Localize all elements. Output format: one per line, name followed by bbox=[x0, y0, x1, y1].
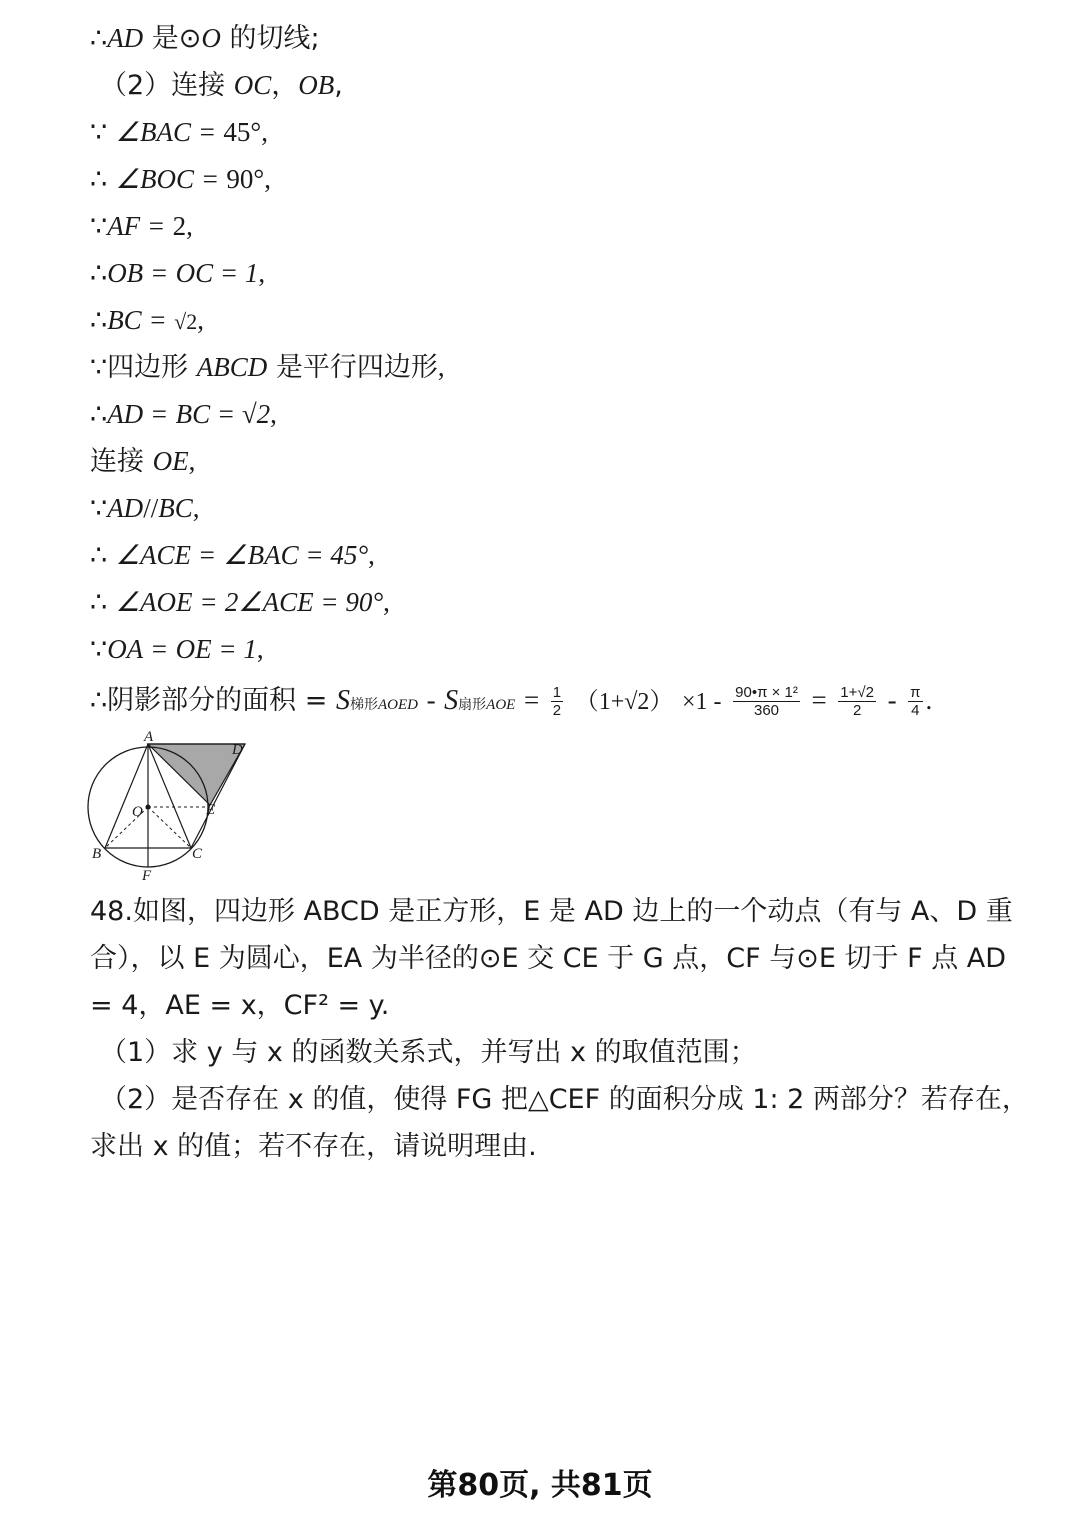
solution-line-12: ∴ ∠ACE = ∠BAC = 45°, bbox=[90, 540, 375, 570]
problem-48-line-1: 48.如图，四边形 ABCD 是正方形，E 是 AD 边上的一个动点（有与 A、D 重 bbox=[90, 896, 1013, 927]
label-c: C bbox=[192, 846, 203, 862]
problem-48-line-3: = 4，AE = x，CF² = y. bbox=[90, 990, 390, 1021]
segment-oc bbox=[148, 807, 191, 848]
label-f: F bbox=[142, 868, 152, 884]
solution-line-3: ∵ ∠BAC = 45°, bbox=[90, 117, 268, 147]
fraction-one-half: $\frac{1}{2}$ bbox=[552, 684, 562, 719]
shaded-area-formula: ∴阴影部分的面积 = S梯形AOED - S扇形AOE = $\frac{1}{2}$ （1+√2） ×1 - $\frac{\text{90•π × 1²}}{360}$ = $\frac{1+√2}{2}$ - $\frac{\pi}{4}$ . bbox=[90, 684, 933, 719]
solution-line-13: ∴ ∠AOE = 2∠ACE = 90°, bbox=[90, 587, 390, 617]
label-d: D bbox=[232, 742, 243, 758]
solution-line-5: ∵AF = 2, bbox=[90, 211, 193, 241]
solution-line-14: ∵OA = OE = 1, bbox=[90, 634, 264, 664]
solution-line-4: ∴ ∠BOC = 90°, bbox=[90, 164, 271, 194]
question-2: （2）是否存在 x 的值，使得 FG 把△CEF 的面积分成 1: 2 两部分？若存在， bbox=[100, 1084, 1029, 1115]
solution-line-10: 连接 OE, bbox=[90, 446, 196, 477]
label-e: E bbox=[206, 802, 216, 818]
solution-line-9: ∴AD = BC = √2, bbox=[90, 399, 277, 429]
question-1: （1）求 y 与 x 的函数关系式，并写出 x 的取值范围； bbox=[100, 1037, 757, 1068]
solution-line-11: ∵AD//BC, bbox=[90, 493, 200, 523]
fraction-result: $\frac{1+√2}{2}$ bbox=[840, 684, 874, 719]
solution-line-7: ∴BC = √2, bbox=[90, 305, 204, 335]
solution-line-8: ∵四边形 ABCD 是平行四边形, bbox=[90, 352, 445, 383]
shaded-region bbox=[148, 744, 245, 805]
label-o: O bbox=[132, 804, 143, 820]
fraction-sector: $\frac{\text{90•π × 1²}}{360}$ bbox=[735, 684, 798, 719]
geometry-figure bbox=[80, 730, 260, 890]
fraction-pi-quarter: $\frac{\pi}{4}$ bbox=[910, 684, 921, 719]
solution-line-6: ∴OB = OC = 1, bbox=[90, 258, 266, 288]
label-a: A bbox=[144, 730, 154, 745]
solution-line-2: （2）连接 OC，OB, bbox=[100, 70, 343, 101]
question-2-continued: 求出 x 的值；若不存在，请说明理由. bbox=[90, 1131, 537, 1162]
page-footer: 第80页, 共81页 bbox=[427, 1468, 653, 1503]
problem-48-line-2: 合），以 E 为圆心，EA 为半径的⊙E 交 CE 于 G 点，CF 与⊙E 切于 F 点 AD bbox=[90, 943, 1007, 974]
label-b: B bbox=[92, 846, 102, 862]
point-o bbox=[146, 805, 151, 810]
solution-line-1: ∴AD 是⊙O 的切线; bbox=[90, 23, 320, 54]
